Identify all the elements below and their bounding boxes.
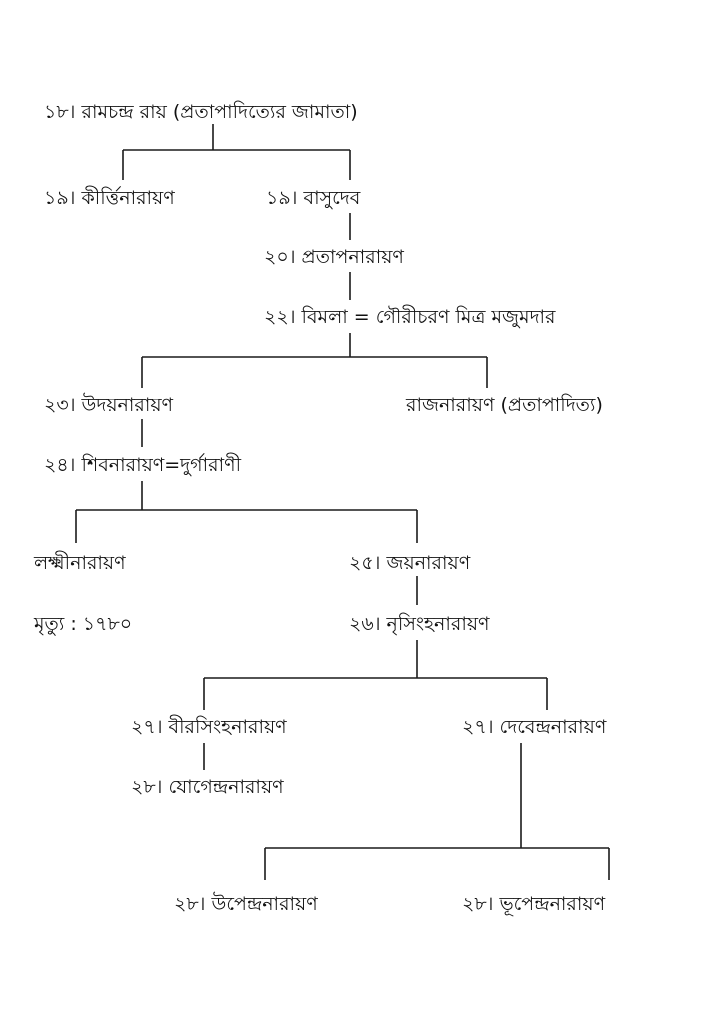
node-pratapnarayan: ২০। প্রতাপনারায়ণ — [264, 246, 404, 268]
node-jogendranarayan: ২৮। যোগেন্দ্রনারায়ণ — [131, 776, 284, 798]
node-birsinghanarayan: ২৭। বীরসিংহনারায়ণ — [131, 716, 287, 738]
node-rajnarayan: রাজনারায়ণ (প্রতাপাদিত্য) — [406, 394, 603, 416]
node-bimala: ২২। বিমলা = গৌরীচরণ মিত্র মজুমদার — [264, 306, 556, 328]
node-jaynarayan: ২৫। জয়নারায়ণ — [349, 552, 471, 574]
node-basudeb: ১৯। বাসুদেব — [266, 187, 361, 209]
node-debendranarayan: ২৭। দেবেন্দ্রনারায়ণ — [462, 716, 607, 738]
node-lakshminarayan: লক্ষ্মীনারায়ণ — [34, 552, 126, 574]
node-shibnarayan: ২৪। শিবনারায়ণ=দুর্গারাণী — [44, 454, 242, 476]
node-upendranarayan: ২৮। উপেন্দ্রনারায়ণ — [174, 893, 318, 915]
node-lakshminarayan-death: মৃত্যু : ১৭৮০ — [34, 613, 133, 635]
node-udaynarayan: ২৩। উদয়নারায়ণ — [44, 394, 174, 416]
node-kirtinarayan: ১৯। কীর্ত্তিনারায়ণ — [44, 187, 175, 209]
node-ramchandra: ১৮। রামচন্দ্র রায় (প্রতাপাদিত্যের জামাতা) — [44, 101, 358, 123]
node-nrisinghanarayan: ২৬। নৃসিংহনারায়ণ — [349, 613, 490, 635]
node-bhupendranarayan: ২৮। ভূপেন্দ্রনারায়ণ — [462, 893, 606, 915]
